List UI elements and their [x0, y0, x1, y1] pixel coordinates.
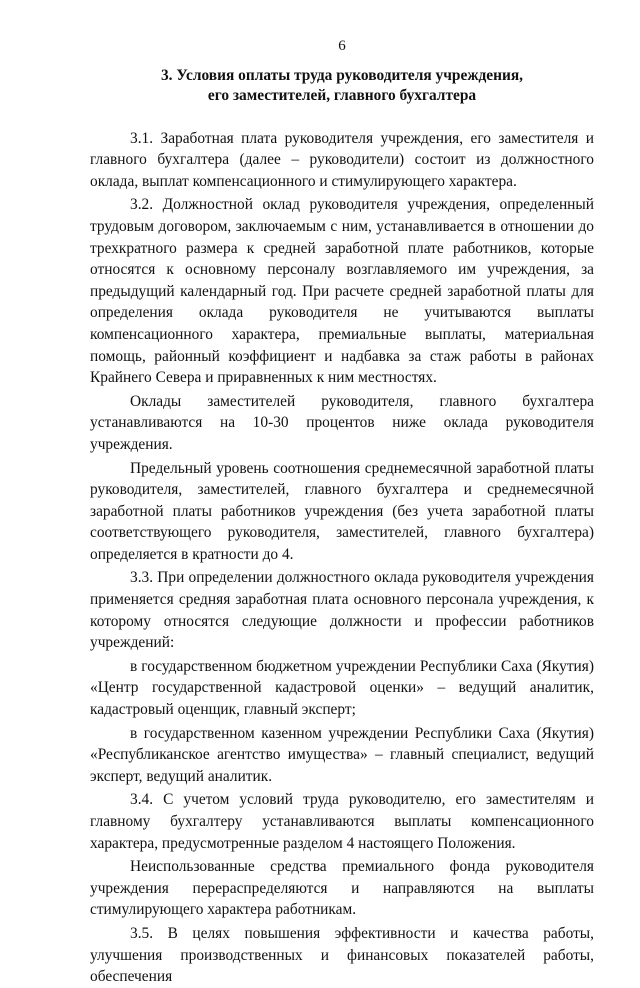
paragraph-cadastral-center: в государственном бюджетном учреждении Республики Саха (Якутия) «Центр государственной кадастровой оценки» – ведущий аналитик, кадастровый оценщик, главный эксперт;	[90, 657, 594, 719]
section-heading-line-2: его заместителей, главного бухгалтера	[207, 86, 477, 104]
section-heading-line-1: 3. Условия оплаты труда руководителя учреждения,	[160, 66, 524, 84]
paragraph-3-4: 3.4. С учетом условий труда руководителю, его заместителям и главному бухгалтеру устанавливаются выплаты компенсационного характера, предусмотренные разделом 4 настоящего Положения.	[90, 791, 594, 852]
paragraph-salary-ratio: Предельный уровень соотношения среднемесячной заработной платы руководителя, заместителей, главного бухгалтера и среднемесячной заработной платы работников учреждения (без учета заработной платы соответствующего руководителя, заместителей, главного бухгалтера) определяется в кратности до 4.	[90, 459, 594, 563]
paragraph-3-5: 3.5. В целях повышения эффективности и качества работы, улучшения производственных и финансовых показателей работы, обеспечения	[90, 924, 594, 986]
section-heading	[90, 66, 594, 106]
paragraph-3-1: 3.1. Заработная плата руководителя учреждения, его заместителя и главного бухгалтера (далее – руководители) состоит из должностного оклада, выплат компенсационного и стимулирующего характера.	[90, 129, 594, 190]
page-number: 6	[338, 38, 346, 54]
paragraph-3-2: 3.2. Должностной оклад руководителя учреждения, определенный трудовым договором, заключаемым с ним, устанавливается в отношении до трехкратного размера к средней заработной плате работников, которые относятся к основному персоналу возглавляемого им учреждения, за предыдущий календарный год. При расчете средней заработной платы для определения оклада руководителя не учитываются выплаты компенсационного характера, премиальные выплаты, материальная помощь, районный коэффициент и надбавка за стаж работы в районах Крайнего Севера и приравненных к ним местностях.	[90, 196, 594, 387]
paragraph-bonus-fund: Неиспользованные средства премиального фонда руководителя учреждения перераспределяются и направляются на выплаты стимулирующего характера работникам.	[90, 858, 594, 919]
paragraph-property-agency: в государственном казенном учреждении Республики Саха (Якутия) «Республиканское агентство имущества» – главный специалист, ведущий эксперт, ведущий аналитик.	[90, 724, 594, 785]
paragraph-deputy-salaries: Оклады заместителей руководителя, главного бухгалтера устанавливаются на 10-30 процентов ниже оклада руководителя учреждения.	[90, 392, 594, 453]
paragraph-3-3: 3.3. При определении должностного оклада руководителя учреждения применяется средняя заработная плата основного персонала учреждения, к которому относятся следующие должности и профессии работников учреждений:	[90, 569, 594, 652]
